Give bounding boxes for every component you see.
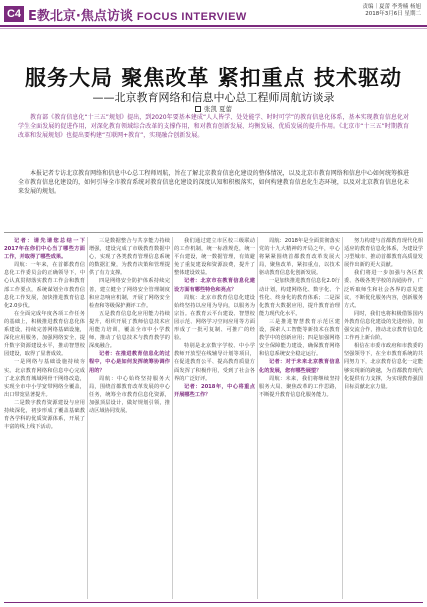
answer-paragraph: 努力构建与首都教育现代化相适应的教育信息化体系，为建设学习型城市、推动首都教育高质量发展作出新的更大贡献。 <box>344 238 423 269</box>
body-column-1 <box>4 237 85 599</box>
headline: 服务大局 聚焦改革 紧扣重点 技术驱动 <box>25 66 402 90</box>
section-title-cn: E教北京·焦点访谈 <box>28 9 133 24</box>
body-column-4 <box>259 237 340 599</box>
header-rule <box>0 25 427 27</box>
question-paragraph: 记者：2018年，中心将重点开展哪些工作？ <box>174 383 255 398</box>
answer-paragraph: 同时，我们也将积极借鉴国内外教育信息化建设的先进经验，加强交流合作，推动北京教育信息化工作再上新台阶。 <box>344 310 423 342</box>
question-paragraph: 记者：北京市在教育信息化建设方面有哪些特色和亮点？ <box>174 278 255 293</box>
answer-paragraph: 三是数据整合与共享能力持续增强，建设完成了市级教育数据中心，实现了各类教育管理信息系统的数据汇聚，为教育决策和管理提供了有力支撑。 <box>89 238 170 277</box>
answer-paragraph: 一是加快推进教育信息化2.0行动计划，构建网络化、数字化、个性化、终身化的教育体系；二是深化教育大数据应用，提升教育治理能力现代化水平。 <box>259 278 340 317</box>
column-rule <box>87 237 88 599</box>
body-column-2 <box>89 237 170 599</box>
section-title-en: FOCUS INTERVIEW <box>136 11 247 23</box>
header-rule-thin <box>0 28 427 29</box>
answer-paragraph: 二是数字教育资源建设与应用持续深化，初步形成了覆盖基础教育各学科的优质资源体系，开展了丰富的线上线下活动。 <box>4 399 85 431</box>
answer-paragraph: 在全面完成年度各项工作任务的基础上，积极推进教育信息化体系建设，持续完善网络基础设施，深化应用服务，加强网络安全，提升数字资源建设水平，推动智慧校园建设，取得了显著成效。 <box>4 310 85 358</box>
question-paragraph: 记者：在推进教育信息化的过程中，中心是如何发挥统筹协调作用的？ <box>89 351 170 374</box>
question-paragraph: 记者：对于未来北京教育信息化的发展，您有哪些展望？ <box>259 359 340 374</box>
column-rule <box>172 237 173 599</box>
answer-paragraph: 五是教育信息化应用能力持续提升，组织开展了教师信息技术应用能力培训，覆盖全市中小学教师，推动了信息技术与教育教学的深度融合。 <box>89 310 170 350</box>
section-title <box>28 5 247 24</box>
header-meta <box>363 4 422 18</box>
question-paragraph: 记者：请先请您总结一下2017年在你们中心当了哪些方面工作，并取得了哪些成果。 <box>4 238 85 261</box>
column-rule <box>342 237 343 599</box>
editor-line: 责编｜夏蕾 李秀楠 杨旭 <box>362 4 421 10</box>
lead-paragraph: 教育部《教育信息化“十三五”规划》提出，到2020年要基本建成“人人皆学、处处能学、时时可学”的教育信息化体系，基本实现教育信息化对学生全面发展的促进作用，对深化教育领域综合改革的支撑作用，和对教育创新发展、均衡发展、优质发展的提升作用。《北京市“十三五”时期教育改革和发展规划》也提出要构建“互联网+教育”，实现融合创新发展。 <box>18 114 409 139</box>
subheadline: ——北京教育网络和信息中心总工程师周航访谈录 <box>92 91 335 104</box>
answer-paragraph: 周航：2018年是全面贯彻落实党的十九大精神的开局之年，中心将紧紧围绕首都教育改革发展大局，聚焦改革，紧扣重点，以技术驱动教育信息化创新发展。 <box>259 238 340 277</box>
body-column-5 <box>344 237 423 599</box>
answer-paragraph: 相信在市委市政府和市教委的坚强领导下，在全市教育系统的共同努力下，北京教育信息化一定能够实现新的跨越，为首都教育现代化提供有力支撑，为实现教育强国目标贡献北京力量。 <box>344 343 423 390</box>
body-divider <box>4 232 423 233</box>
byline-text: 张凯 夏蕾 <box>203 105 233 113</box>
byline <box>0 104 427 113</box>
answer-paragraph: 我们通过建立市区校三级联动的工作机制，统一标准规范，统一平台建设，统一数据管理，有效避免了重复建设和资源浪费，提升了整体建设效益。 <box>174 238 255 277</box>
answer-paragraph: 一是网络与基础设施持续夯实。北京教育网络和信息中心完成了北京教育城域网骨干网络改造，实现全市中小学宽带网络全覆盖，出口带宽显著提升。 <box>4 359 85 398</box>
byline-box-icon <box>195 106 201 112</box>
answer-paragraph: 周航：一年来，在首都教育信息化工作委员会的正确领导下，中心认真贯彻落实教育工作会和教育部工作要点，系统谋划全市教育信息化工作发展，加快推进教育信息化2.0步伐。 <box>4 262 85 309</box>
body-column-3 <box>174 237 255 599</box>
answer-paragraph: 特别是北京数字学校、中小学教师开放型在线辅导计划等项目，在促进教育公平、提高教育质量方面发挥了积极作用，受到了社会各界的广泛好评。 <box>174 343 255 382</box>
answer-paragraph: 我们将进一步加强与各区教委、各级各类学校的沟通协作，广泛听取师生和社会各界的意见建议，不断优化服务内容，创新服务方式。 <box>344 270 423 309</box>
intro-paragraph: 本报记者专访北京教育网络和信息中心总工程师周航，旨在了解北京教育信息化建设的整体情况，以及北京市教育网络和信息中心如何统筹推进全市教育信息化建设的，如何引导全市教育系统对教育信息化建设的深度认知和积极落实，如何构建教育信息化生态环境，以及对北京教育信息化未来发展的规划。 <box>18 170 409 195</box>
column-rule <box>257 237 258 599</box>
date-line: 2018年3月6日 星期二 <box>365 11 421 17</box>
footer-rule <box>4 602 423 603</box>
page-code: C4 <box>4 6 24 22</box>
answer-paragraph: 三是推进智慧教育示范区建设，探索人工智能等新技术在教育教学中的创新应用；四是加强网络安全保障能力建设，确保教育网络和信息系统安全稳定运行。 <box>259 318 340 358</box>
answer-paragraph: 周航：北京市教育信息化建设始终坚持以应用为导向，以服务为宗旨。在教育云平台建设、智慧校园示范、网络学习空间应用等方面形成了一批可复制、可推广的经验。 <box>174 294 255 342</box>
answer-paragraph: 四是网络安全防护体系持续完善，建立健全了网络安全管理制度和应急响应机制，开展了网络安全检查和等级保护测评工作。 <box>89 278 170 309</box>
answer-paragraph: 周航：中心始终坚持服务大局，围绕首都教育改革发展的中心任务，统筹全市教育信息化资源，加强顶层设计，做好规划引领，推动区域协同发展。 <box>89 375 170 414</box>
answer-paragraph: 周航：未来，我们将继续坚持服务大局、聚焦改革的工作思路，不断提升教育信息化服务能力。 <box>259 375 340 398</box>
